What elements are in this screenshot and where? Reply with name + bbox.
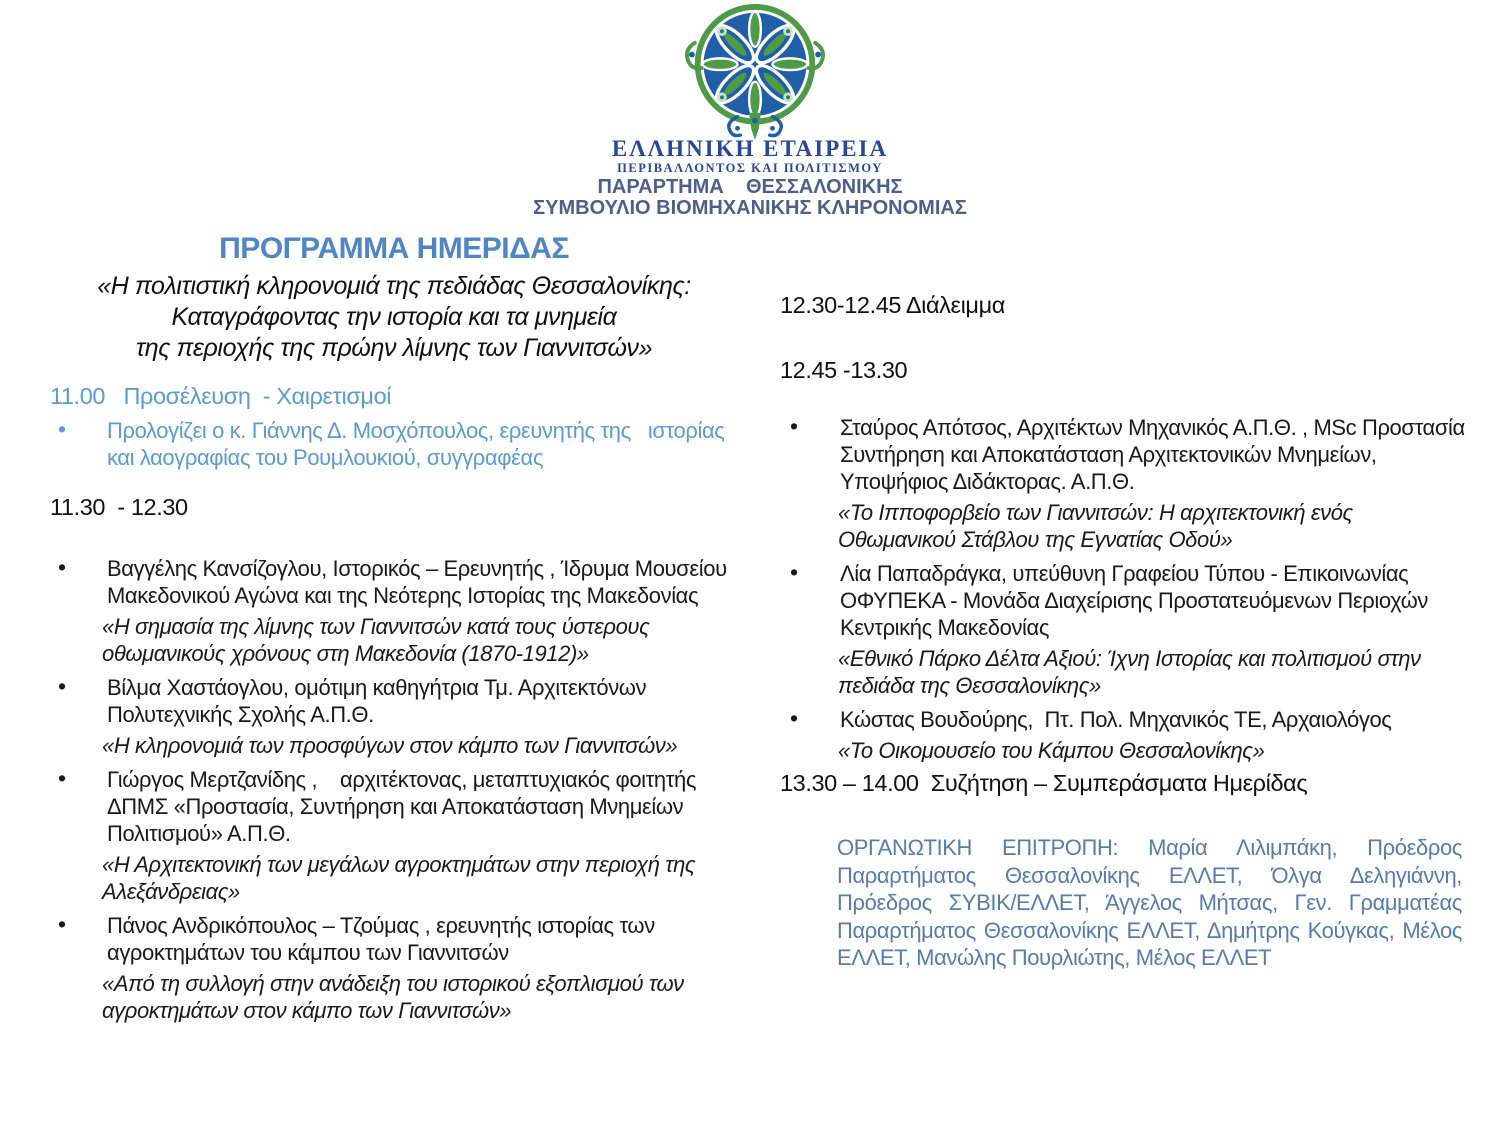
speaker-bullet: • Λία Παπαδράγκα, υπεύθυνη Γραφείου Τύπου - Επικοινωνίας ΟΦΥΠΕΚΑ - Μονάδα Διαχείρισης Προστατευόμενων Περιοχών Κεντρικής Μακεδονίας: [780, 560, 1470, 641]
speaker-bullet: • Βαγγέλης Κανσίζογλου, Ιστορικός – Ερευνητής , Ίδρυμα Μουσείου Μακεδονικού Αγώνα και της Νεότερης Ιστορίας της Μακεδονίας: [50, 555, 738, 609]
talk-title: «Η Αρχιτεκτονική των μεγάλων αγροκτημάτων στην περιοχή της Αλεξάνδρειας»: [102, 852, 701, 904]
program-subtitle: [50, 271, 738, 364]
session-time-1130: 11.30 - 12.30: [50, 494, 188, 520]
org-tagline: ΠΕΡΙΒΑΛΛΟΝΤΟΣ ΚΑΙ ΠΟΛΙΤΙΣΜΟΥ: [617, 161, 883, 175]
talk-title: «Η κληρονομιά των προσφύγων στον κάμπο των Γιαννιτσών»: [102, 733, 678, 758]
talk-title: «Το Οικομουσείο του Κάμπου Θεσσαλονίκης»: [838, 738, 1265, 763]
speaker-bullet: • Γιώργος Μερτζανίδης , αρχιτέκτονας, μεταπτυχιακός φοιτητής ΔΠΜΣ «Προστασία, Συντήρηση και Αποκατάσταση Μνημείων Πολιτισμού» Α.Π.Θ.: [50, 766, 738, 847]
subtitle-line: της περιοχής της πρώην λίμνης των Γιαννιτσών»: [135, 334, 653, 362]
org-branch: ΠΑΡΑΡΤΗΜΑ ΘΕΣΣΑΛΟΝΙΚΗΣ: [597, 176, 903, 198]
intro-bullet-item: [50, 417, 738, 475]
subtitle-line: «Η πολιτιστική κληρονομιά της πεδιάδας Θεσσαλονίκης:: [97, 272, 691, 300]
session-time-1100: 11.00 Προσέλευση - Χαιρετισμοί: [50, 383, 392, 409]
speaker-bullet: • Πάνος Ανδρικόπουλος – Τζούμας , ερευνητής ιστορίας των αγροκτημάτων του κάμπου των Γιαννιτσών: [50, 912, 738, 966]
talk-title: «Εθνικό Πάρκο Δέλτα Αξιού: Ίχνη Ιστορίας και πολιτισμού στην πεδιάδα της Θεσσαλονίκης»: [838, 646, 1427, 698]
org-name: ΕΛΛΗΝΙΚΗ ΕΤΑΙΡΕΙΑ: [611, 136, 889, 161]
talk-title: «Το Ιπποφορβείο των Γιαννιτσών: Η αρχιτεκτονική ενός Οθωμανικού Στάβλου της Εγνατίας Οδού»: [838, 500, 1359, 552]
speaker-bullet: • Προλογίζει ο κ. Γιάννης Δ. Μοσχόπουλος, ερευνητής της ιστορίας και λαογραφίας του Ρουμλουκιού, συγγραφέας: [50, 417, 738, 471]
session-time-1330: 13.30 – 14.00 Συζήτηση – Συμπεράσματα Ημερίδας: [780, 770, 1308, 796]
session-items: [50, 555, 738, 1031]
speaker-bullet: • Κώστας Βουδούρης, Πτ. Πολ. Μηχανικός ΤΕ, Αρχαιολόγος: [780, 706, 1470, 733]
break-time: 12.30-12.45 Διάλειμμα: [780, 292, 1005, 318]
rosette-logo-icon: [677, 4, 833, 140]
session-items: [780, 414, 1470, 771]
speaker-bullet: • Βίλμα Χαστάογλου, ομότιμη καθηγήτρια Τμ. Αρχιτεκτόνων Πολυτεχνικής Σχολής Α.Π.Θ.: [50, 674, 738, 728]
session-time-1245: 12.45 -13.30: [780, 357, 908, 383]
organizing-committee: ΟΡΓΑΝΩΤΙΚΗ ΕΠΙΤΡΟΠΗ: Μαρία Λιλιμπάκη, Πρόεδρος Παραρτήματος Θεσσαλονίκης ΕΛΛΕΤ, Όλγα Δεληγιάννη, Πρόεδρος ΣΥΒΙΚ/ΕΛΛΕΤ, Άγγελος Μήτσας, Γεν. Γραμματέας Παραρτήματος Θεσσαλονίκης ΕΛΛΕΤ, Δημήτρης Κούγκας, Μέλος ΕΛΛΕΤ, Μανώλης Πουρλιώτης, Μέλος ΕΛΛΕΤ: [837, 835, 1462, 970]
speaker-bullet: • Σταύρος Απότσος, Αρχιτέκτων Μηχανικός Α.Π.Θ. , MSc Προστασία Συντήρηση και Αποκατάσταση Αρχιτεκτονικών Μνημείων, Υποψήφιος Διδάκτορας. Α.Π.Θ.: [780, 414, 1470, 495]
talk-title: «Η σημασία της λίμνης των Γιαννιτσών κατά τους ύστερους οθωμανικούς χρόνους στη Μακεδονία (1870-1912)»: [102, 614, 656, 666]
org-council: ΣΥΜΒΟΥΛΙΟ ΒΙΟΜΗΧΑΝΙΚΗΣ ΚΛΗΡΟΝΟΜΙΑΣ: [533, 197, 967, 219]
talk-title: «Από τη συλλογή στην ανάδειξη του ιστορικού εξοπλισμού των αγροκτημάτων στον κάμπο των Γιαννιτσών»: [102, 971, 690, 1023]
page-title: ΠΡΟΓΡΑΜΜΑ ΗΜΕΡΙΔΑΣ: [219, 232, 569, 265]
subtitle-line: Καταγράφοντας την ιστορία και τα μνημεία: [171, 303, 617, 331]
